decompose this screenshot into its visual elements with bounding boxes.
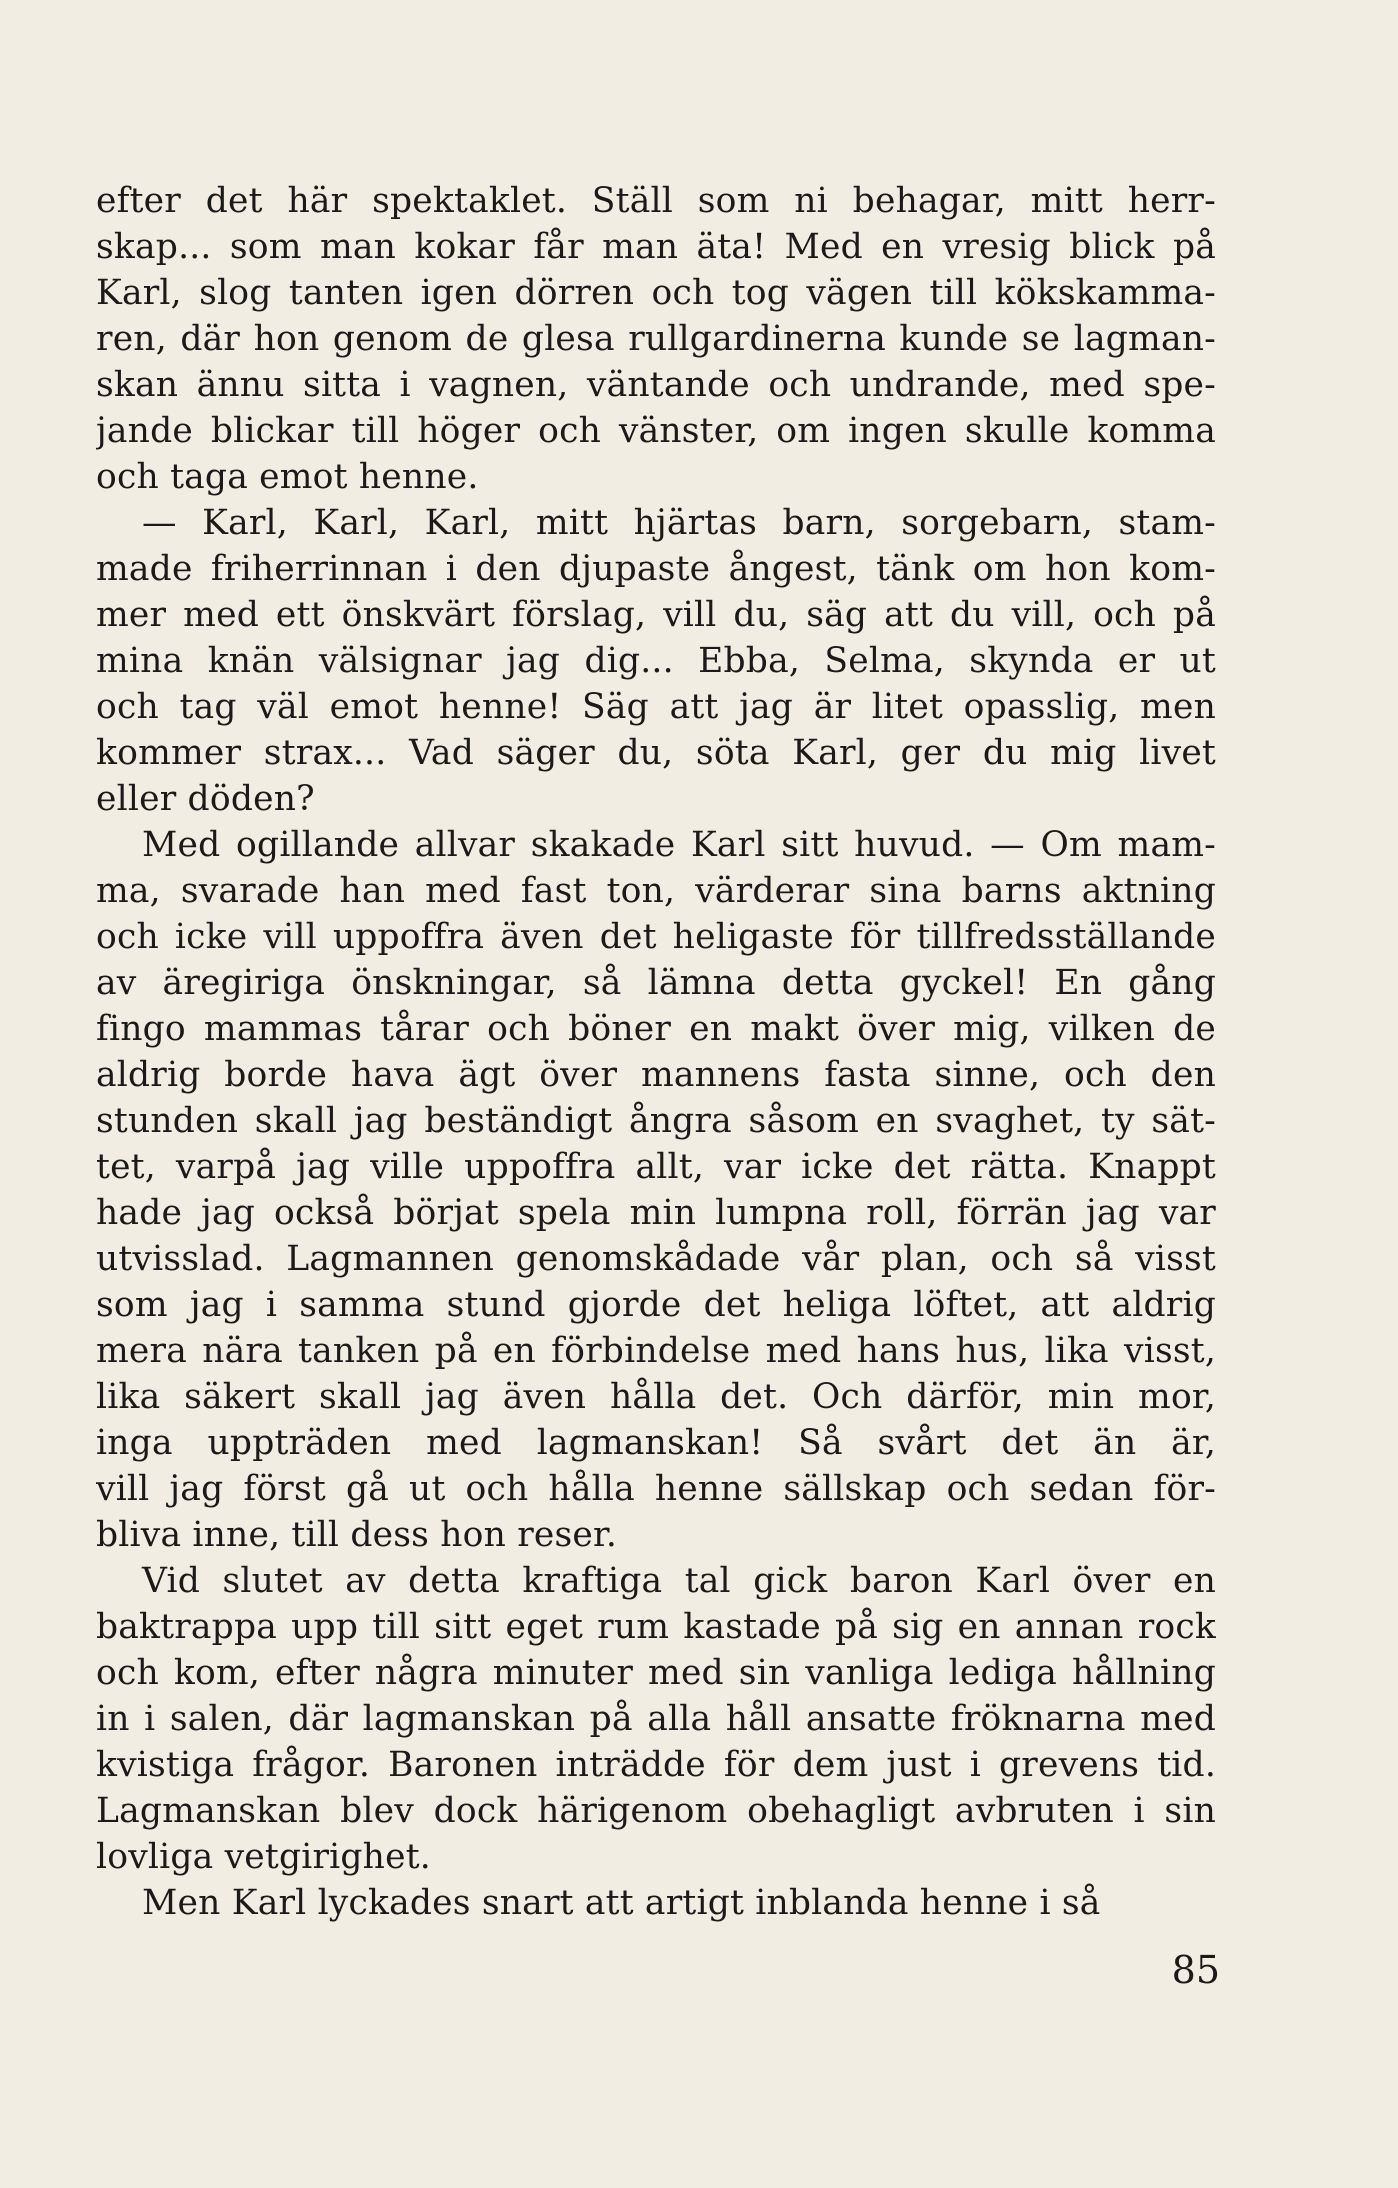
text-line: mera nära tanken på en förbindelse med hans hus, lika visst, (96, 1331, 1216, 1371)
text-line: Vid slutet av detta kraftiga tal gick baron Karl över en (142, 1561, 1216, 1601)
text-line: skan ännu sitta i vagnen, väntande och undrande, med spe- (96, 365, 1216, 405)
text-line: skap... som man kokar får man äta! Med en vresig blick på (96, 227, 1216, 267)
text-line: stunden skall jag beständigt ångra såsom en svaghet, ty sät- (96, 1101, 1216, 1141)
text-line: och taga emot henne. (96, 457, 479, 497)
text-line: aldrig borde hava ägt över mannens fasta sinne, och den (96, 1055, 1216, 1095)
text-line: bliva inne, till dess hon reser. (96, 1515, 618, 1555)
text-line: kvistiga frågor. Baronen inträdde för dem just i grevens tid. (96, 1745, 1216, 1785)
text-line: kommer strax... Vad säger du, söta Karl, ger du mig livet (96, 733, 1216, 773)
text-line: inga uppträden med lagmanskan! Så svårt det än är, (96, 1423, 1216, 1463)
text-line: fingo mammas tårar och böner en makt över mig, vilken de (96, 1009, 1216, 1049)
text-line: tet, varpå jag ville uppoffra allt, var icke det rätta. Knappt (96, 1147, 1216, 1187)
text-line: av äregiriga önskningar, så lämna detta gyckel! En gång (96, 963, 1216, 1003)
text-line: eller döden? (96, 779, 315, 819)
text-line: vill jag först gå ut och hålla henne sällskap och sedan för- (96, 1469, 1216, 1509)
text-line: efter det här spektaklet. Ställ som ni behagar, mitt herr- (96, 181, 1216, 221)
text-line: ren, där hon genom de glesa rullgardinerna kunde se lagman- (96, 319, 1216, 359)
text-line: mer med ett önskvärt förslag, vill du, säg att du vill, och på (96, 595, 1216, 635)
text-line: hade jag också börjat spela min lumpna roll, förrän jag var (96, 1193, 1216, 1233)
paragraph (96, 1880, 1216, 1926)
text-line: lovliga vetgirighet. (96, 1837, 431, 1877)
text-line: och tag väl emot henne! Säg att jag är litet opasslig, men (96, 687, 1216, 727)
text-line: jande blickar till höger och vänster, om ingen skulle komma (96, 411, 1216, 451)
text-line: Med ogillande allvar skakade Karl sitt huvud. — Om mam- (142, 825, 1216, 865)
text-line: utvisslad. Lagmannen genomskådade vår plan, och så visst (96, 1239, 1216, 1279)
text-line: lika säkert skall jag även hålla det. Och därför, min mor, (96, 1377, 1216, 1417)
paragraph (96, 500, 1216, 822)
paragraph (96, 1558, 1216, 1880)
text-line: och kom, efter några minuter med sin vanliga lediga hållning (96, 1653, 1216, 1693)
body-text (96, 178, 1216, 1926)
text-line: baktrappa upp till sitt eget rum kastade på sig en annan rock (96, 1607, 1216, 1647)
text-line: in i salen, där lagmanskan på alla håll ansatte fröknarna med (96, 1699, 1216, 1739)
text-line: och icke vill uppoffra även det heligaste för tillfredsställande (96, 917, 1216, 957)
text-line: Lagmanskan blev dock härigenom obehagligt avbruten i sin (96, 1791, 1216, 1831)
text-line: som jag i samma stund gjorde det heliga löftet, att aldrig (96, 1285, 1216, 1325)
text-line: mina knän välsignar jag dig... Ebba, Selma, skynda er ut (96, 641, 1216, 681)
text-line: ma, svarade han med fast ton, värderar sina barns aktning (96, 871, 1216, 911)
text-line: Karl, slog tanten igen dörren och tog vägen till kökskamma- (96, 273, 1216, 313)
page-number: 85 (1171, 1948, 1220, 1992)
text-line: — Karl, Karl, Karl, mitt hjärtas barn, sorgebarn, stam- (142, 503, 1216, 543)
text-line: made friherrinnan i den djupaste ångest, tänk om hon kom- (96, 549, 1216, 589)
paragraph (96, 178, 1216, 500)
paragraph (96, 822, 1216, 1558)
text-line: Men Karl lyckades snart att artigt inblanda henne i så (142, 1883, 1101, 1923)
